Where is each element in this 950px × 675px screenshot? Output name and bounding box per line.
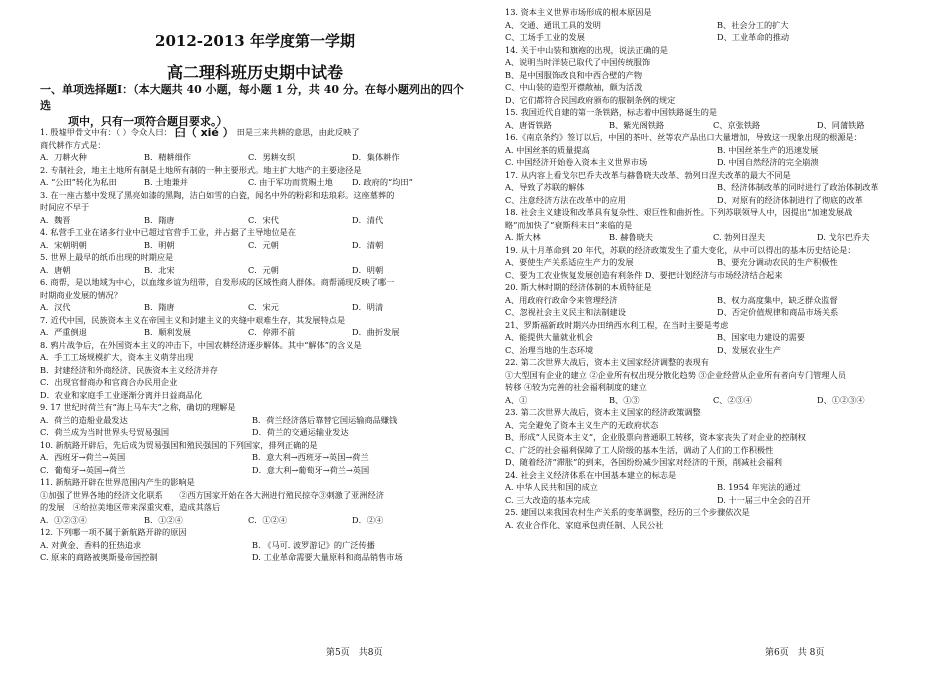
- oracle-glyph-pinyin: （ xié ）: [185, 126, 234, 139]
- option: C、京张铁路: [713, 119, 761, 130]
- options-row: [40, 539, 470, 552]
- question-line: 18. 社会主义建设和改革具有复杂性、艰巨性和曲折性。下列苏联领导人中，因提出“加速发展战: [505, 207, 853, 217]
- option: D．清朝: [352, 239, 384, 250]
- question-line: 4. 私营手工业在诸多行业中已超过官营手工业，并占据了主导地位是在: [40, 227, 297, 237]
- options-row: [40, 239, 470, 252]
- question-lines-left: [40, 164, 470, 564]
- option: D、工业革命的推动: [717, 32, 790, 42]
- question-line: A、说明当时洋装已取代了中国传统服饰: [505, 57, 651, 67]
- option: C. 中国经济开始卷入资本主义世界市场: [505, 157, 648, 167]
- options-row: [505, 194, 935, 207]
- options-row: [505, 31, 935, 44]
- question-line: 20. 斯大林时期的经济体制的本质特征是: [505, 282, 652, 292]
- exam-page-left: [40, 0, 470, 675]
- option: B、紫光阁铁路: [609, 119, 665, 130]
- option: D. 戈尔巴乔夫: [817, 232, 870, 242]
- options-row: [40, 176, 470, 189]
- option: D、同蒲铁路: [817, 119, 865, 130]
- option: D．明清: [352, 302, 384, 312]
- question-line: 3. 在一座古墓中发现了黑亮如漆的黑陶，洁白如雪的白瓷，闻名中外的粉彩和珐琅彩。这座墓葬的: [40, 189, 395, 200]
- option: D．清代: [352, 214, 384, 225]
- option: C、治理当地的生态环境: [505, 344, 594, 355]
- option: C．宋代: [248, 214, 279, 225]
- option: C、②③④: [713, 394, 753, 405]
- page-footer: 第5页 共8页: [326, 648, 383, 658]
- section-heading-line-1: 一、单项选择题Ⅰ：（本大题共 40 小题，每小题 1 分，共 40 分。在每小题列出的四个选: [40, 83, 464, 112]
- question-line: ①加强了世界各地的经济文化联系 ②西方国家开始在各大洲进行殖民掠夺③刺激了亚洲经济: [40, 489, 384, 500]
- option: B、经济体制改革的同时进行了政治体制改革: [717, 182, 879, 192]
- question-line: 17. 从内容上看戈尔巴乔夫改革与赫鲁晓夫改革、勃列日涅夫改革的最大不同是: [505, 169, 791, 180]
- options-row: [40, 464, 470, 477]
- option: A、导致了苏联的解体: [505, 182, 585, 192]
- question-line: A. 农业合作化、家庭承包责任制、人民公社: [505, 519, 664, 530]
- option: A．宋朝明朝: [40, 239, 87, 250]
- option: D．②④: [352, 514, 384, 525]
- option: C．男耕女织: [248, 152, 296, 162]
- question-line: 5. 世界上最早的纸币出现的时期应是: [40, 252, 174, 262]
- question-line: A．手工工场规模扩大，资本主义萌芽出现: [40, 352, 194, 362]
- option: B．北宋: [144, 264, 175, 275]
- options-row: [40, 451, 470, 464]
- option: A、唐胥铁路: [505, 119, 552, 130]
- options-row: [505, 344, 935, 357]
- option: D. 中国自然经济的完全崩溃: [717, 157, 819, 167]
- option: A．荷兰的造船业最发达: [40, 414, 128, 425]
- options-row: [505, 256, 935, 269]
- option: B．①②④: [144, 514, 183, 525]
- question-line: C．出现官督商办和官商合办民用企业: [40, 377, 178, 387]
- question-list-left: [40, 126, 470, 564]
- question-list-right: [505, 6, 935, 531]
- question-line: 22. 第二次世界大战后，资本主义国家经济调整的表现有: [505, 357, 709, 367]
- option: C. 三大改造的基本完成: [505, 494, 590, 505]
- option: C. 由于军功而赏赐土地: [248, 177, 333, 187]
- options-row: [505, 156, 935, 169]
- option: A．唐朝: [40, 264, 71, 275]
- option: D．曲折发展: [352, 327, 400, 337]
- exam-term-title: 2012-2013 年学度第一学期: [155, 32, 355, 50]
- question-line: D．农业和家庭手工业逐渐分离并日益商品化: [40, 389, 203, 400]
- option: A、①: [505, 394, 528, 405]
- option: C. 勃列日涅夫: [713, 232, 766, 242]
- option: A. “公田”转化为私田: [40, 177, 117, 187]
- question-line: B、形成“人民资本主义”，企业股票向普通职工转移，资本家丧失了对企业的控制权: [505, 432, 806, 442]
- section-heading: [40, 82, 470, 130]
- option: D. 十一届三中全会的召开: [717, 494, 811, 505]
- question-line: 10. 新航路开辟后，先后成为贸易强国和殖民强国的下列国家，排列正确的是: [40, 439, 318, 450]
- question-1-text: 1. 殷墟甲骨文中有：（ ）令众人曰：: [40, 127, 172, 137]
- question-lines-right: [505, 6, 935, 531]
- option: A、能提供大量就业机会: [505, 332, 593, 342]
- question-line: B、是中国服饰改良和中西合壁的产物: [505, 69, 643, 80]
- options-row: [40, 551, 470, 564]
- question-line: B．封建经济和外商经济、民族资本主义经济并存: [40, 364, 218, 375]
- option: A．魏晋: [40, 214, 71, 225]
- option: A、用政府行政命令来管理经济: [505, 294, 618, 305]
- option: C．宋元: [248, 302, 279, 312]
- options-row: [505, 306, 935, 319]
- options-row: [505, 19, 935, 32]
- option: B. 1954 年宪法的通过: [717, 482, 801, 492]
- option: A. 对黄金、香料的狂热追求: [40, 539, 142, 550]
- options-row: [40, 264, 470, 277]
- option: B．隋唐: [144, 214, 175, 225]
- question-line: 21、罗斯福新政时期兴办田纳西水利工程，在当时主要是考虑: [505, 319, 729, 330]
- question-line: ①大型国有企业的建立 ②企业所有权出现分散化趋势 ③企业经营从企业所有者向专门管理人员: [505, 369, 846, 380]
- question-line: D、它们都符合民国政府颁布的服制条例的规定: [505, 94, 676, 105]
- options-row: [40, 214, 470, 227]
- question-line: 11. 新航路开辟在世界范围内产生的影响是: [40, 477, 195, 487]
- question-line: 9. 17 世纪时荷兰有“海上马车夫”之称，确切的理解是: [40, 402, 236, 412]
- option: C．荷兰成为当时世界头号贸易强国: [40, 427, 170, 437]
- option: C．元朝: [248, 239, 279, 250]
- options-row: [505, 494, 935, 507]
- option: D．意大利→葡萄牙→荷兰→英国: [252, 464, 370, 475]
- options-row: [40, 514, 470, 527]
- option: D. 政府的“均田”: [352, 177, 413, 187]
- option: B．意大利→西班牙→英国→荷兰: [252, 452, 369, 462]
- option: D、否定价值规律和商品市场关系: [717, 307, 839, 317]
- option: D．荷兰的交通运输业发达: [252, 427, 349, 437]
- question-line: C、广泛的社会福利保障了工人阶级的基本生活，调动了人们的工作积极性: [505, 444, 774, 455]
- question-1-line-2: 商代耕作方式是：: [40, 139, 106, 150]
- option: A．刀耕火种: [40, 152, 87, 162]
- option: A、要使生产关系适应生产力的发展: [505, 257, 634, 267]
- option: D、对原有的经济体制进行了彻底的改革: [717, 194, 863, 205]
- option: C、注意经济方法在改革中的应用: [505, 194, 626, 205]
- question-line: 2. 专制社会，地主土地所有制是土地所有制的一种主要形式。地主扩大地产的主要途径是: [40, 164, 362, 175]
- options-row: [40, 301, 470, 314]
- option: A．西班牙→荷兰→英国: [40, 452, 126, 462]
- option: C. 原来的商路被奥斯曼帝国控制: [40, 552, 158, 562]
- option: B．隋唐: [144, 302, 175, 312]
- option: B. 土地兼并: [144, 177, 188, 187]
- question-1-text-cont: 田是三来共耕的意思，由此反映了: [236, 127, 360, 137]
- option: B. 中国丝茶生产的迅速发展: [717, 144, 819, 155]
- option: C．停滞不前: [248, 327, 296, 337]
- question-line: 16.《南京条约》签订以后，中国的茶叶、丝等农产品出口大量增加，导致这一现象出现的根源是：: [505, 132, 862, 142]
- question-line: 13. 资本主义世界市场形成的根本原因是: [505, 7, 652, 17]
- options-row: [505, 394, 935, 407]
- option: B、国家电力建设的需要: [717, 332, 805, 342]
- exam-page-right: [505, 0, 935, 675]
- options-row: [505, 481, 935, 494]
- option: A．汉代: [40, 302, 71, 312]
- page-footer: 第6页 共 8页: [765, 648, 825, 658]
- option: B、社会分工的扩大: [717, 19, 789, 30]
- option: B、①③: [609, 394, 640, 405]
- question-line: C、要为工农业恢复发展创造有利条件 D、要把计划经济与市场经济结合起来: [505, 269, 783, 280]
- option: B．顺利发展: [144, 327, 191, 337]
- option: C、工场手工业的发展: [505, 32, 585, 42]
- question-line: 时间应不早于: [40, 202, 90, 212]
- exam-subject-title: 高二理科班历史期中试卷: [166, 63, 343, 82]
- options-row: [40, 414, 470, 427]
- option: D、发展农业生产: [717, 344, 781, 355]
- question-line: 时期商业发展的情况？: [40, 289, 122, 300]
- option: C．①②④: [248, 514, 288, 525]
- question-line: A、完全避免了资本主义生产的无政府状态: [505, 419, 659, 430]
- options-row: [505, 294, 935, 307]
- options-row: [40, 426, 470, 439]
- option: C、忽视社会主义民主和法制建设: [505, 307, 626, 317]
- question-line: 12. 下列哪一项不属于新航路开辟的原因: [40, 527, 187, 537]
- question-line: 24. 社会主义经济体系在中国基本建立的标志是: [505, 469, 677, 480]
- oracle-glyph-annotation: [172, 127, 237, 139]
- option: A．严重倒退: [40, 327, 87, 337]
- options-row: [505, 231, 935, 244]
- option: B、权力高度集中，缺乏群众监督: [717, 294, 838, 305]
- question-line: 15. 我国近代自建的第一条铁路，标志着中国铁路诞生的是: [505, 107, 718, 117]
- option: D、①②③④: [817, 394, 865, 405]
- question-line: 19. 从十月革命到 20 年代，苏联的经济政策发生了重大变化，从中可以得出的基本历史结论是：: [505, 244, 856, 255]
- option: D．集体耕作: [352, 152, 400, 162]
- options-row: [505, 181, 935, 194]
- option: B. 《马可. 波罗游记》的广泛传播: [252, 539, 375, 550]
- question-line: D、随着经济“滞胀”的到来，各国纷纷减少国家对经济的干预，削减社会福利: [505, 457, 782, 467]
- options-row: [505, 144, 935, 157]
- options-row: [40, 326, 470, 339]
- options-row: [505, 331, 935, 344]
- question-line: 14. 关于中山装和旗袍的出现，说法正确的是: [505, 44, 668, 55]
- question-line: 略”而加快了“衰斯科末日”来临的是: [505, 219, 633, 230]
- option: B．明朝: [144, 239, 175, 250]
- question-line: 23. 第二次世界大战后，资本主义国家的经济政策调整: [505, 407, 701, 417]
- section-heading-line-2: 项中，只有一项符合题目要求。）: [68, 115, 228, 128]
- question-1-line: [40, 126, 470, 139]
- option: C．元朝: [248, 264, 279, 275]
- options-row: [505, 119, 935, 132]
- option: C．葡萄牙→英国→荷兰: [40, 464, 126, 475]
- question-line: 8. 鸦片战争后，在外国资本主义的冲击下，中国农耕经济逐步解体。其中“解体”的含义是: [40, 339, 362, 350]
- question-line: 6. 商帮，是以地域为中心，以血缘乡谊为纽带，自发形成的区域性商人群体。商帮涌现反映了哪一: [40, 277, 395, 287]
- option: A. 斯大林: [505, 232, 541, 242]
- option: D．明朝: [352, 264, 384, 275]
- option: B、要充分调动农民的生产积极性: [717, 257, 838, 267]
- option: B. 赫鲁晓夫: [609, 232, 653, 242]
- question-line: 的发展 ④给拉美地区带来深重灾难，造成其落后: [40, 502, 221, 512]
- question-line: 转移 ④较为完善的社会福利制度的建立: [505, 382, 647, 392]
- option: A. 中国丝茶的质量提高: [505, 144, 590, 155]
- option: D. 工业革命需要大量原料和商品销售市场: [252, 552, 403, 562]
- question-line: C、中山装的造型开襟敞袖，颇为活泼: [505, 82, 643, 92]
- option: B．荷兰经济落后靠替它国运输商品赚钱: [252, 414, 398, 425]
- question-1-options: [40, 151, 470, 164]
- option: B．精耕细作: [144, 152, 191, 162]
- question-line: 7. 近代中国，民族资本主义在帝国主义和封建主义的夹缝中艰难生存，其发展特点是: [40, 314, 346, 325]
- option: A. 中华人民共和国的成立: [505, 482, 598, 492]
- option: A、交通、通讯工具的发明: [505, 19, 601, 30]
- question-line: 25. 建国以来我国农村生产关系的变革调整，经历的三个步骤依次是: [505, 507, 750, 517]
- option: A．①②③④: [40, 514, 87, 525]
- oracle-glyph: 𦥑: [174, 126, 186, 139]
